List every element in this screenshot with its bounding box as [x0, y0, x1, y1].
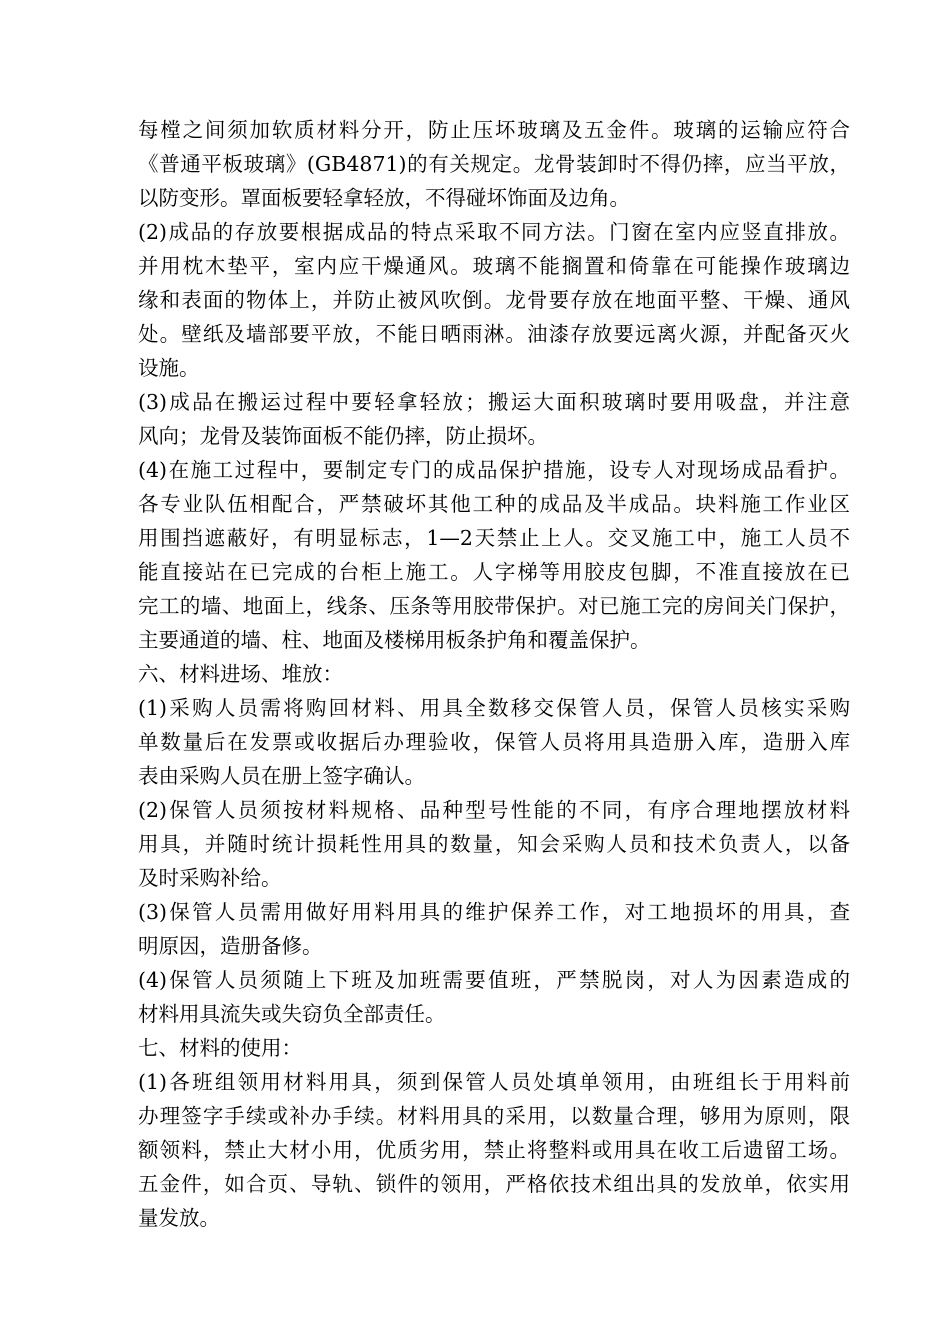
text-line: 额领料，禁止大材小用，优质劣用，禁止将整料或用具在收工后遗留工场。	[138, 1138, 850, 1162]
text-line: 用具，并随时统计损耗性用具的数量，知会采购人员和技术负责人，以备	[138, 832, 850, 856]
text-line: 五金件，如合页、导轨、锁件的领用，严格依技术组出具的发放单，依实用	[138, 1172, 850, 1196]
text-line: 表由采购人员在册上签字确认。	[138, 764, 425, 788]
text-line: (2)成品的存放要根据成品的特点采取不同方法。门窗在室内应竖直排放。	[138, 220, 850, 244]
text-line: 各专业队伍相配合，严禁破坏其他工种的成品及半成品。块料施工作业区	[138, 492, 850, 516]
text-line: 能直接站在已完成的台柜上施工。人字梯等用胶皮包脚，不准直接放在已	[138, 560, 850, 584]
text-line: (1)采购人员需将购回材料、用具全数移交保管人员，保管人员核实采购	[138, 696, 850, 720]
text-line: 量发放。	[138, 1206, 220, 1230]
text-line: 缘和表面的物体上，并防止被风吹倒。龙骨要存放在地面平整、干燥、通风	[138, 288, 850, 312]
text-line: 处。壁纸及墙部要平放，不能日晒雨淋。油漆存放要远离火源，并配备灭火	[138, 322, 850, 346]
text-line: 明原因，造册备修。	[138, 934, 323, 958]
text-line: 《普通平板玻璃》(GB4871)的有关规定。龙骨装卸时不得仍摔，应当平放，	[138, 152, 850, 176]
document-body	[138, 113, 850, 1235]
text-line: (3)成品在搬运过程中要轻拿轻放；搬运大面积玻璃时要用吸盘，并注意	[138, 390, 850, 414]
text-line: (4)在施工过程中，要制定专门的成品保护措施，设专人对现场成品看护。	[138, 458, 850, 482]
text-line: 材料用具流失或失窃负全部责任。	[138, 1002, 446, 1026]
text-line: 以防变形。罩面板要轻拿轻放，不得碰坏饰面及边角。	[138, 186, 630, 210]
text-line: 单数量后在发票或收据后办理验收，保管人员将用具造册入库，造册入库	[138, 730, 850, 754]
text-line: 每樘之间须加软质材料分开，防止压坏玻璃及五金件。玻璃的运输应符合	[138, 118, 850, 142]
text-line: 办理签字手续或补办手续。材料用具的采用，以数量合理，够用为原则，限	[138, 1104, 850, 1128]
text-line: 主要通道的墙、柱、地面及楼梯用板条护角和覆盖保护。	[138, 628, 651, 652]
text-line: (1)各班组领用材料用具，须到保管人员处填单领用，由班组长于用料前	[138, 1070, 850, 1094]
text-line: 完工的墙、地面上，线条、压条等用胶带保护。对已施工完的房间关门保护，	[138, 594, 850, 618]
text-line: (3)保管人员需用做好用料用具的维护保养工作，对工地损坏的用具，查	[138, 900, 850, 924]
text-line: (2)保管人员须按材料规格、品种型号性能的不同，有序合理地摆放材料	[138, 798, 850, 822]
text-line: 风向；龙骨及装饰面板不能仍摔，防止损坏。	[138, 424, 548, 448]
text-line: (4)保管人员须随上下班及加班需要值班，严禁脱岗，对人为因素造成的	[138, 968, 850, 992]
text-line: 用围挡遮蔽好，有明显标志，1—2天禁止上人。交叉施工中，施工人员不	[138, 526, 850, 550]
text-line: 七、材料的使用：	[138, 1036, 302, 1060]
text-line: 及时采购补给。	[138, 866, 282, 890]
text-line: 设施。	[138, 356, 200, 380]
text-line: 六、材料进场、堆放：	[138, 662, 343, 686]
text-line: 并用枕木垫平，室内应干燥通风。玻璃不能搁置和倚靠在可能操作玻璃边	[138, 254, 850, 278]
